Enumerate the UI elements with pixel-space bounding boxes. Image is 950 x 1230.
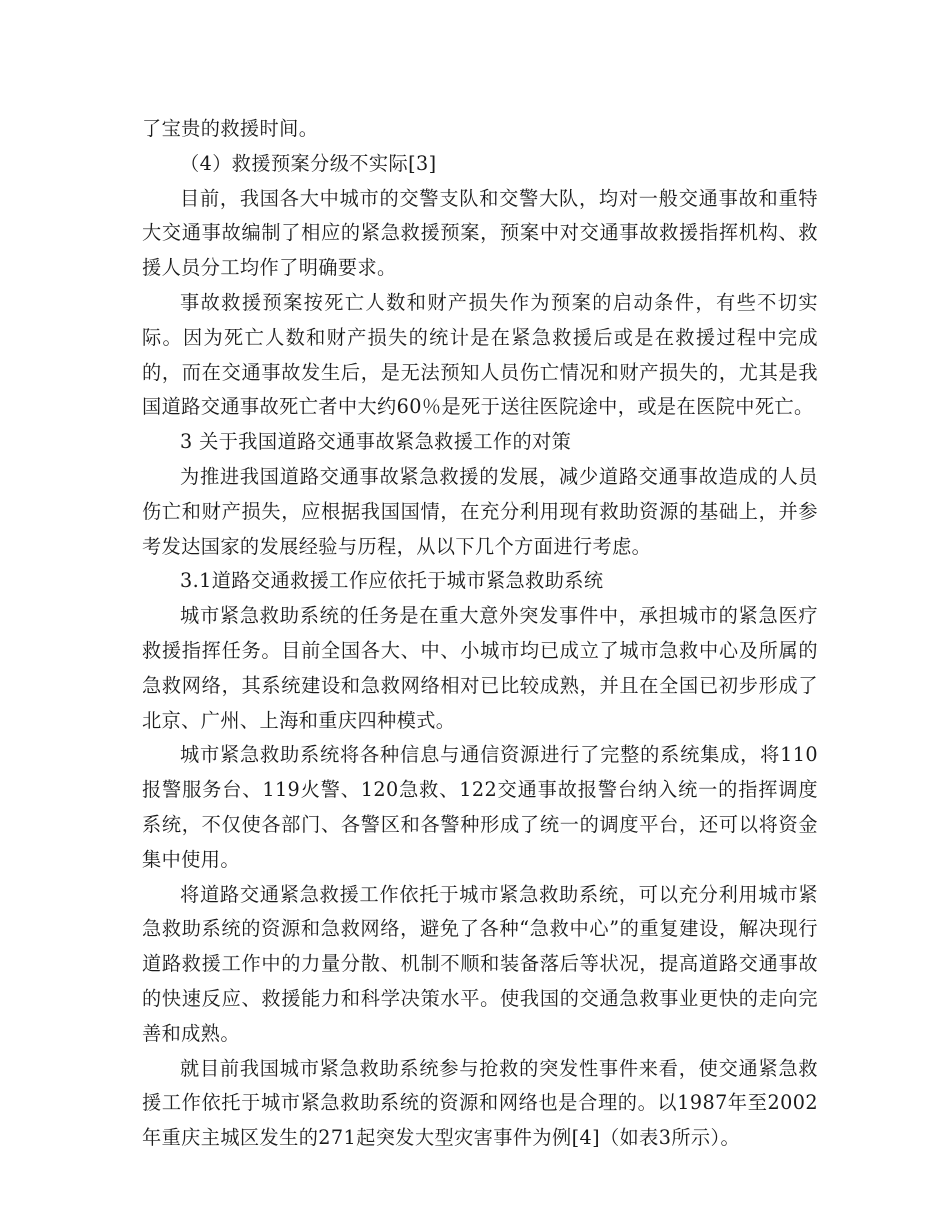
- section-heading-3: 3 关于我国道路交通事故紧急救援工作的对策: [180, 430, 572, 454]
- paragraph: 为推进我国道路交通事故紧急救援的发展，减少道路交通事故造成的人员伤亡和财产损失，应根据我国国情，在充分利用现有救助资源的基础上，并参考发达国家的发展经验与历程，从以下几个方面进行考虑。: [142, 464, 818, 558]
- document-body: [142, 112, 818, 1156]
- subsection-heading-3-1: 3.1道路交通救援工作应依托于城市紧急救助系统: [180, 569, 604, 593]
- paragraph: 事故救援预案按死亡人数和财产损失作为预案的启动条件，有些不切实际。因为死亡人数和财产损失的统计是在紧急救援后或是在救援过程中完成的，而在交通事故发生后，是无法预知人员伤亡情况和财产损失的，尤其是我国道路交通事故死亡者中大约60％是死于送往医院途中，或是在医院中死亡。: [142, 290, 818, 419]
- paragraph-continuation: 了宝贵的救援时间。: [142, 117, 319, 140]
- paragraph: 城市紧急救助系统将各种信息与通信资源进行了完整的系统集成，将110报警服务台、119火警、120急救、122交通事故报警台纳入统一的指挥调度系统，不仅使各部门、各警区和各警种形成了统一的调度平台，还可以将资金集中使用。: [142, 743, 818, 871]
- subsection-heading-4: （4）救援预案分级不实际[3]: [180, 151, 437, 175]
- paragraph: 目前，我国各大中城市的交警支队和交警大队，均对一般交通事故和重特大交通事故编制了相应的紧急救援预案，预案中对交通事故救援指挥机构、救援人员分工均作了明确要求。: [142, 186, 818, 280]
- paragraph: 城市紧急救助系统的任务是在重大意外突发事件中，承担城市的紧急医疗救援指挥任务。目前全国各大、中、小城市均已成立了城市急救中心及所属的急救网络，其系统建设和急救网络相对已比较成熟，并且在全国已初步形成了北京、广州、上海和重庆四种模式。: [142, 604, 818, 732]
- paragraph: 将道路交通紧急救援工作依托于城市紧急救助系统，可以充分利用城市紧急救助系统的资源和急救网络，避免了各种“急救中心”的重复建设，解决现行道路救援工作中的力量分散、机制不顺和装备落后等状况，提高道路交通事故的快速反应、救援能力和科学决策水平。使我国的交通急救事业更快的走向完善和成熟。: [142, 882, 818, 1045]
- paragraph: 就目前我国城市紧急救助系统参与抢救的突发性事件来看，使交通紧急救援工作依托于城市紧急救助系统的资源和网络也是合理的。以1987年至2002年重庆主城区发生的271起突发大型灾害事件为例[4]（如表3所示）。: [142, 1056, 818, 1150]
